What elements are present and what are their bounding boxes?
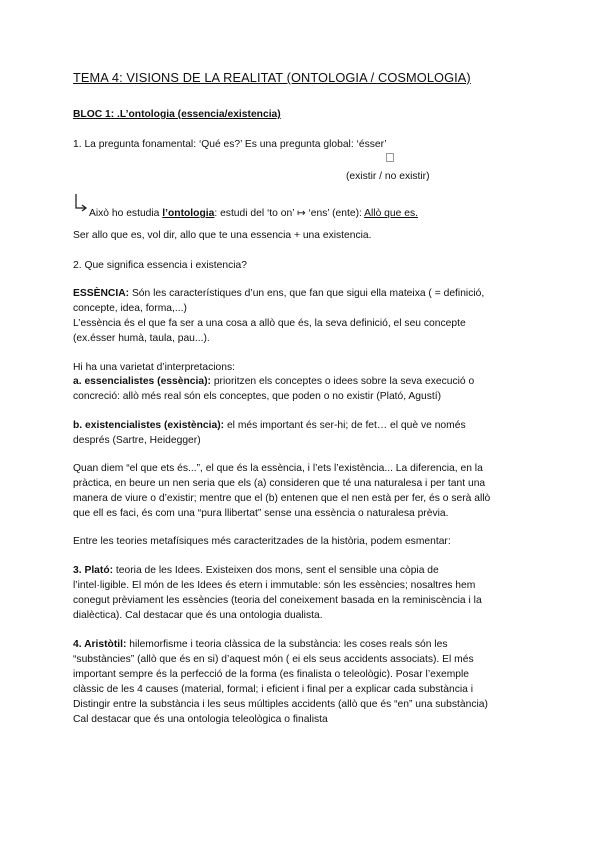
interpretations-intro: Hi ha una varietat d’interpretacions: — [73, 362, 235, 373]
aristotil-label: 4. Aristòtil: — [73, 639, 127, 650]
aristotil-line-6: Cal destacar que és una ontologia teleològica o finalista — [73, 714, 328, 725]
interp-b-line-1 — [73, 419, 466, 432]
interp-a-line-2: concreció: allò més real són els conceptes, que poden o no existir (Plató, Agustí) — [73, 391, 442, 402]
interp-b-text: el més important és ser-hi; de fet… el què ve només — [224, 420, 466, 431]
aristotil-line-5: Distingir entre la substància i les seus múltiples accidents (allò que és “en” una substància) — [73, 699, 488, 710]
essencia-line-4: (ex.ésser humà, taula, pau...). — [73, 333, 210, 344]
question-2: 2. Que significa essencia i existencia? — [73, 260, 247, 271]
quan-line-2: pràctica, en beure un nen seria que els (a) consideren que té una naturalesa i per tant una — [73, 478, 486, 489]
ontology-term: l’ontologia — [162, 208, 215, 219]
essencia-line-1 — [73, 287, 484, 300]
aristotil-line-3: important sempre és la perfecció de la forma (es finalista o teleològic). Posar l’exemple — [73, 669, 470, 680]
interp-b-label: b. existencialistes (existència): — [73, 420, 225, 431]
aristotil-text: hilemorfisme i teoria clàssica de la substància: les coses reals són les — [126, 639, 448, 650]
question-1: 1. La pregunta fonamental: ‘Qué es?’ Es una pregunta global: ‘ésser’ — [73, 139, 387, 150]
ontology-mid: : estudi del ‘to on’ ↦ ‘ens’ (ente): — [214, 208, 365, 219]
plato-line-4: dialèctica). Cal destacar que és una ontologia dualista. — [73, 610, 323, 621]
interp-b-line-2: després (Sartre, Heidegger) — [73, 435, 201, 446]
interp-a-text: prioritzen els conceptes o idees sobre la seva execució o — [210, 376, 475, 387]
page-title: TEMA 4: VISIONS DE LA REALITAT (ONTOLOGIA / COSMOLOGIA) — [73, 70, 471, 85]
essencia-line-2: concepte, idea, forma,...) — [73, 303, 187, 314]
interp-a-line-1 — [73, 375, 474, 388]
theories-intro: Entre les teories metafísiques més caracteritzades de la història, podem esmentar: — [73, 536, 451, 547]
aristotil-line-4: clàssic de les 4 causes (material, formal; i eficient i final per a explicar cada substància i — [73, 684, 474, 695]
interp-a-label: a. essencialistes (essència): — [73, 376, 211, 387]
essencia-line-3: L’essència és el que fa ser a una cosa a allò que és, la seva definició, el seu concepte — [73, 318, 466, 329]
essencia-text: Són les característiques d’un ens, que fan que sigui ella mateixa ( = definició, — [129, 288, 485, 299]
missing-glyph-icon — [386, 153, 394, 162]
essence-definition: Ser allo que es, vol dir, allo que te una essencia + una existencia. — [73, 230, 372, 241]
essencia-label: ESSÈNCIA: — [73, 288, 130, 299]
plato-line-3: conegut prèviament les essències (teoria del coneixement basada en la reminiscència i la — [73, 595, 482, 606]
quan-line-3: manera de viure o d’existir; mentre que el (b) entenen que el nen està per fer, és o serà allò — [73, 493, 491, 504]
ontology-line — [89, 207, 418, 220]
plato-label: 3. Plató: — [73, 565, 114, 576]
plato-line-1 — [73, 564, 439, 577]
plato-line-2: l’intel·ligible. El món de les Idees és etern i immutable: són les essències; nosaltres hem — [73, 580, 476, 591]
plato-text: teoria de les Idees. Existeixen dos mons, sent el sensible una còpia de — [113, 565, 439, 576]
aristotil-line-1 — [73, 638, 447, 651]
down-right-arrow-icon — [74, 193, 88, 213]
section-heading: BLOC 1: .L’ontologia (essencia/existencia) — [73, 109, 281, 120]
ontology-end: Allò que es. — [364, 208, 418, 219]
aristotil-line-2: “substàncies” (allò que és en si) d’aquest món ( ei els seus accidents associats). El més — [73, 654, 474, 665]
quan-line-1: Quan diem “el que ets és...”, el que és la essència, i l’ets l’existència... La diferencia, en la — [73, 463, 483, 474]
quan-line-4: que ell es faci, és com una “pura llibertat” sense una essència o naturalesa prèvia. — [73, 508, 449, 519]
question-1-subtext: (existir / no existir) — [346, 171, 430, 182]
ontology-pre: Això ho estudia — [89, 208, 163, 219]
